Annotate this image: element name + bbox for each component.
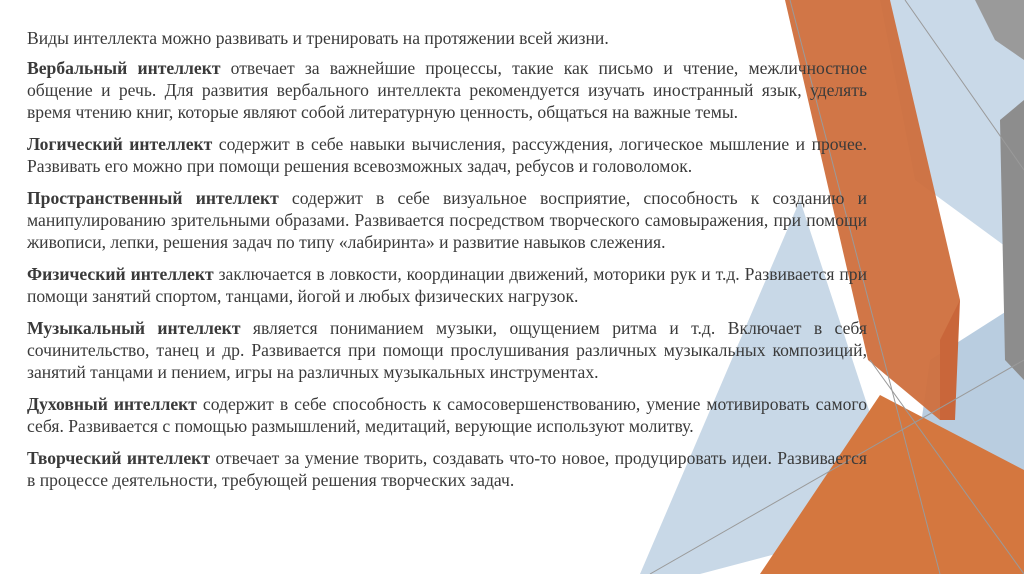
text-physical: заключается в ловкости, координации движений, моторики рук и т.д. Развивается при помощи занятий спортом, танцами, йогой и любых физических нагрузок. — [27, 264, 868, 306]
paragraph-verbal — [27, 57, 867, 123]
paragraph-physical — [27, 263, 867, 307]
paragraph-logical — [27, 133, 867, 177]
paragraph-spiritual — [27, 393, 867, 437]
slide-text — [27, 27, 867, 501]
text-logical: содержит в себе навыки вычисления, рассуждения, логическое мышление и прочее. Развивать его можно при помощи решения всевозможных задач, ребусов и головоломок. — [27, 134, 867, 176]
text-musical: является пониманием музыки, ощущением ритма и т.д. Включает в себя сочинительство, танец и др. Развивается при помощи прослушивания различных музыкальных композиций, занятий танцами и пением, игры на различных музыкальных инструментах. — [27, 318, 867, 382]
term-verbal: Вербальный интеллект — [27, 58, 221, 78]
term-physical: Физический интеллект — [27, 264, 214, 284]
intro-paragraph: Виды интеллекта можно развивать и тренировать на протяжении всей жизни. — [27, 28, 609, 48]
text-spatial: содержит в себе визуальное восприятие, способность к созданию и манипулированию зрительными образами. Развивается посредством творческого самовыражения, при помощи живописи, лепки, решения задач по типу «лабиринта» и развитие навыков слежения. — [27, 188, 868, 252]
text-creative: отвечает за умение творить, создавать что-то новое, продуцировать идеи. Развивается в процессе деятельности, требующей решения творческих задач. — [27, 448, 867, 490]
term-logical: Логический интеллект — [27, 134, 213, 154]
paragraph-creative — [27, 447, 867, 491]
term-creative: Творческий интеллект — [27, 448, 210, 468]
term-spatial: Пространственный интеллект — [27, 188, 279, 208]
term-spiritual: Духовный интеллект — [27, 394, 197, 414]
paragraph-spatial — [27, 187, 867, 253]
paragraph-musical — [27, 317, 867, 383]
text-spiritual: содержит в себе способность к самосовершенствованию, умение мотивировать самого себя. Развивается с помощью размышлений, медитаций, верующие используют молитву. — [27, 394, 867, 436]
text-verbal: отвечает за важнейшие процессы, такие как письмо и чтение, межличностное общение и речь. Для развития вербального интеллекта рекомендуется изучать иностранный язык, уделять время чтению книг, которые являют собой литературную ценность, общаться на важные темы. — [27, 58, 867, 122]
term-musical: Музыкальный интеллект — [27, 318, 241, 338]
